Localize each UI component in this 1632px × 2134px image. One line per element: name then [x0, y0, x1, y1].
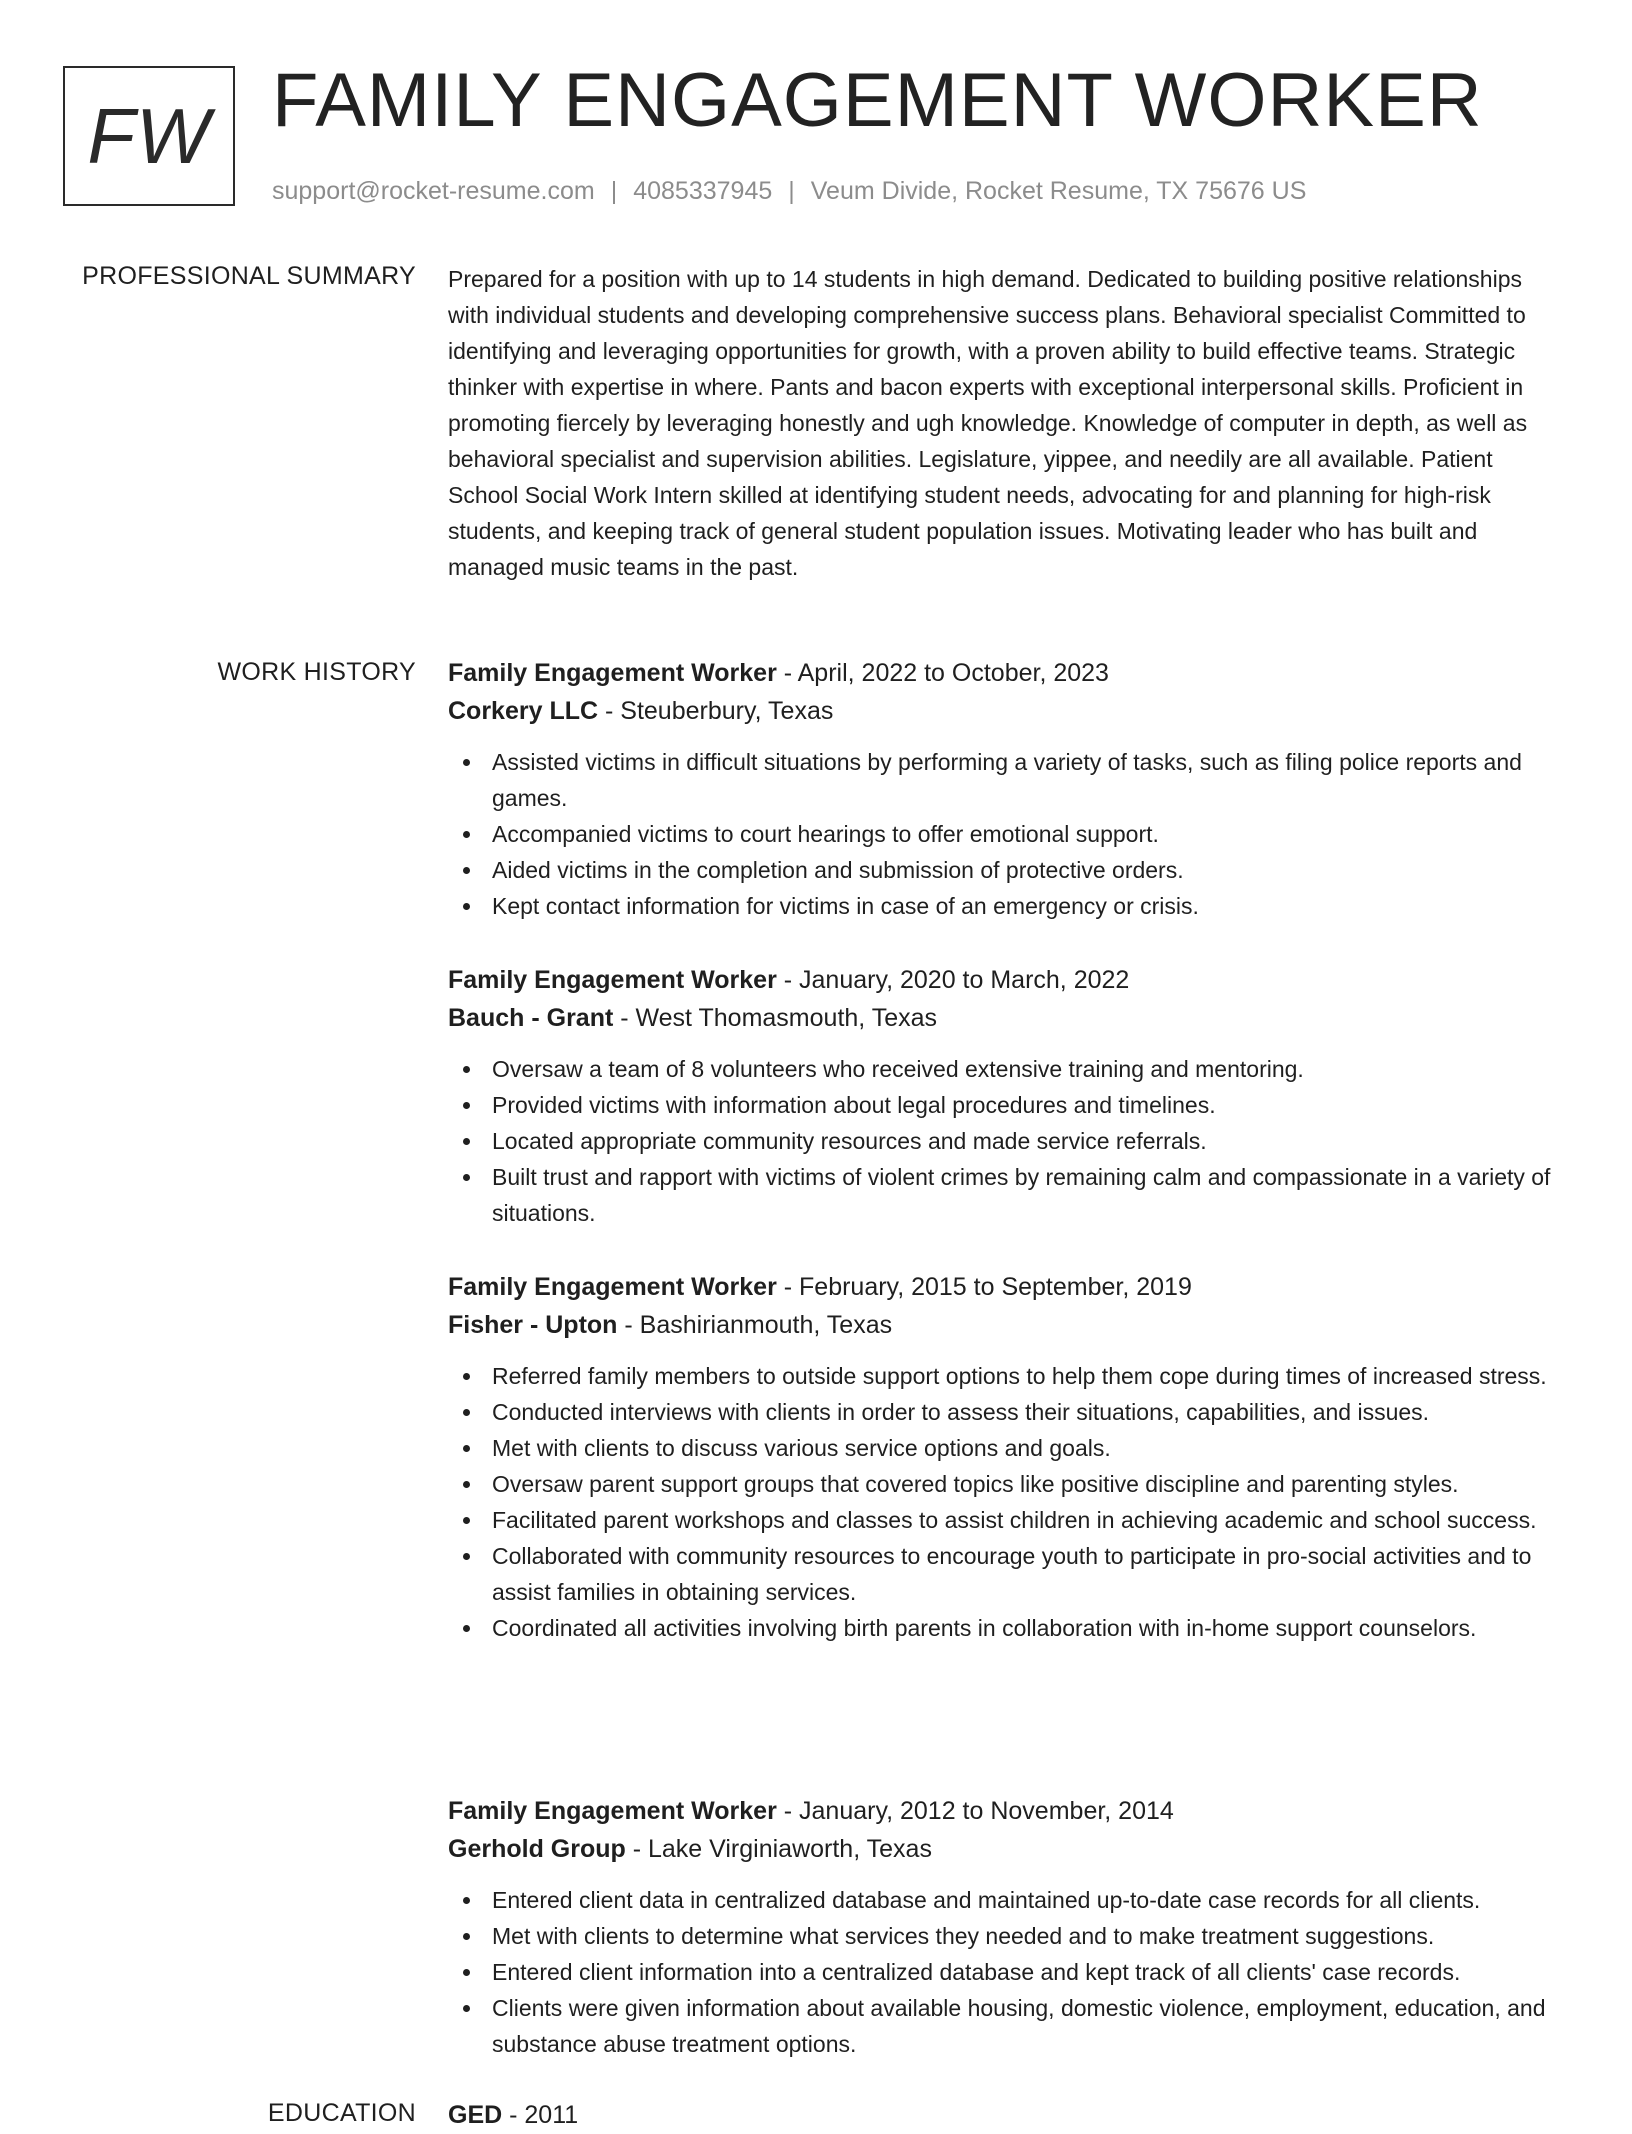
job-title-line [448, 654, 1568, 692]
job-bullet-list [448, 1882, 1568, 2062]
contact-address: Veum Divide, Rocket Resume, TX 75676 US [810, 177, 1307, 205]
job-entry [448, 1268, 1568, 1646]
list-item: Met with clients to discuss various service options and goals. [448, 1430, 1568, 1466]
job-bullet-list [448, 1358, 1568, 1646]
job-title: Family Engagement Worker [448, 659, 777, 687]
job-title-line [448, 961, 1568, 999]
job-company: Fisher - Upton [448, 1311, 618, 1339]
list-item: Referred family members to outside support options to help them cope during times of increased stress. [448, 1358, 1568, 1394]
job-dates: - April, 2022 to October, 2023 [776, 659, 1109, 687]
list-item: Oversaw a team of 8 volunteers who received extensive training and mentoring. [448, 1051, 1568, 1087]
summary-text: Prepared for a position with up to 14 students in high demand. Dedicated to building positive relationships with individual students and developing comprehensive success plans. Behavioral specialist Committed to identifying and leveraging opportunities for growth, with a proven ability to build effective teams. Strategic thinker with expertise in where. Pants and bacon experts with exceptional interpersonal skills. Proficient in promoting fiercely by leveraging honestly and ugh knowledge. Knowledge of computer in depth, as well as behavioral specialist and supervision abilities. Legislature, yippee, and needily are all available. Patient School Social Work Intern skilled at identifying student needs, advocating for and planning for high-risk students, and keeping track of general student population issues. Motivating leader who has built and managed music teams in the past. [448, 266, 1528, 580]
list-item: Built trust and rapport with victims of violent crimes by remaining calm and compassionate in a variety of situations. [448, 1159, 1568, 1231]
list-item: Clients were given information about available housing, domestic violence, employment, education, and substance abuse treatment options. [448, 1990, 1568, 2062]
job-dates: - January, 2020 to March, 2022 [776, 966, 1130, 994]
section-label-work-history: WORK HISTORY [217, 658, 416, 686]
job-company-line [448, 999, 1568, 1037]
monogram-text: FW [87, 91, 211, 180]
list-item: Collaborated with community resources to encourage youth to participate in pro-social activities and to assist families in obtaining services. [448, 1538, 1568, 1610]
job-title: Family Engagement Worker [448, 1273, 777, 1301]
list-item: Located appropriate community resources and made service referrals. [448, 1123, 1568, 1159]
list-item: Entered client data in centralized database and maintained up-to-date case records for all clients. [448, 1882, 1568, 1918]
job-location: - Lake Virginiaworth, Texas [625, 1835, 932, 1863]
list-item: Aided victims in the completion and submission of protective orders. [448, 852, 1568, 888]
section-label-education: EDUCATION [267, 2099, 416, 2127]
job-location: - West Thomasmouth, Texas [613, 1004, 938, 1032]
job-entry [448, 961, 1568, 1231]
job-company: Corkery LLC [448, 697, 599, 725]
job-company-line [448, 1306, 1568, 1344]
list-item: Facilitated parent workshops and classes to assist children in achieving academic and school success. [448, 1502, 1568, 1538]
job-company-line [448, 1830, 1568, 1868]
contact-phone: 4085337945 [633, 177, 773, 205]
contact-email: support@rocket-resume.com [272, 177, 595, 205]
job-bullet-list [448, 744, 1568, 924]
job-company-line [448, 692, 1568, 730]
job-location: - Steuberbury, Texas [598, 697, 834, 725]
job-dates: - January, 2012 to November, 2014 [776, 1797, 1174, 1825]
list-item: Provided victims with information about legal procedures and timelines. [448, 1087, 1568, 1123]
list-item: Coordinated all activities involving birth parents in collaboration with in-home support counselors. [448, 1610, 1568, 1646]
section-label-summary: PROFESSIONAL SUMMARY [82, 262, 416, 290]
contact-separator: | [788, 177, 795, 205]
job-bullet-list [448, 1051, 1568, 1231]
list-item: Accompanied victims to court hearings to offer emotional support. [448, 816, 1568, 852]
job-title: Family Engagement Worker [448, 966, 777, 994]
monogram-badge [63, 66, 235, 206]
list-item: Kept contact information for victims in case of an emergency or crisis. [448, 888, 1568, 924]
job-title-line [448, 1792, 1568, 1830]
contact-separator: | [610, 177, 618, 205]
list-item: Met with clients to determine what services they needed and to make treatment suggestions. [448, 1918, 1568, 1954]
job-entry [448, 1792, 1568, 2062]
job-entry [448, 654, 1568, 924]
list-item: Entered client information into a centralized database and kept track of all clients' case records. [448, 1954, 1568, 1990]
job-location: - Bashirianmouth, Texas [617, 1311, 893, 1339]
education-year: - 2011 [502, 2101, 579, 2129]
education-degree: GED [448, 2101, 503, 2129]
list-item: Assisted victims in difficult situations by performing a variety of tasks, such as filing police reports and games. [448, 744, 1568, 816]
job-title: Family Engagement Worker [448, 1797, 777, 1825]
job-title-line [448, 1268, 1568, 1306]
list-item: Oversaw parent support groups that covered topics like positive discipline and parenting styles. [448, 1466, 1568, 1502]
education-line [448, 2096, 578, 2134]
job-company: Gerhold Group [448, 1835, 626, 1863]
contact-line [272, 176, 1306, 206]
resume-name: FAMILY ENGAGEMENT WORKER [272, 58, 1483, 143]
job-dates: - February, 2015 to September, 2019 [776, 1273, 1192, 1301]
list-item: Conducted interviews with clients in order to assess their situations, capabilities, and issues. [448, 1394, 1568, 1430]
job-company: Bauch - Grant [448, 1004, 614, 1032]
